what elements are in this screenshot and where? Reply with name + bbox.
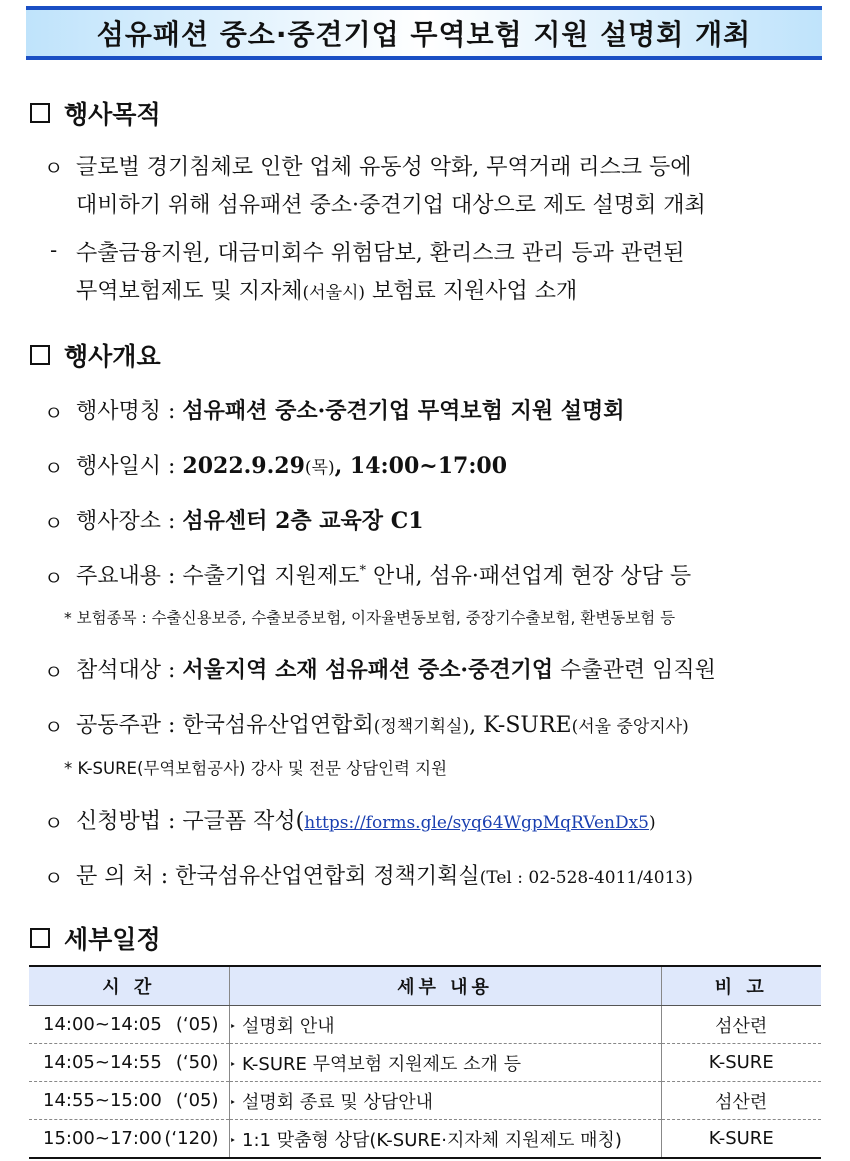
note-cell: K-SURE — [661, 1120, 821, 1159]
time-cell: 15:00~17:00 (‘120) — [29, 1120, 229, 1159]
column-header-content: 세부 내용 — [229, 966, 661, 1006]
section-title: 세부일정 — [64, 925, 161, 954]
overview-contact: 문 의 처 : 한국섬유산업연합회 정책기획실(Tel : 02-528-4011/4013) — [76, 864, 693, 889]
circle-bullet-icon: ㅇ — [44, 866, 64, 890]
note-cell: K-SURE — [661, 1044, 821, 1082]
triangle-bullet-icon: ‣ — [229, 1020, 236, 1033]
time-cell: 14:55~15:00 (‘05) — [29, 1082, 229, 1120]
table-row — [29, 1006, 821, 1044]
table-header-row — [29, 966, 821, 1006]
insurance-types-note: * 보험종목 : 수출신용보증, 수출보증보험, 이자율변동보험, 중장기수출보험, 환변동보험 등 — [64, 609, 676, 627]
purpose-item-1-line-1: 글로벌 경기침체로 인한 업체 유동성 악화, 무역거래 리스크 등에 — [76, 155, 692, 180]
google-form-link[interactable]: https://forms.gle/syq64WgpMqRVenDx5 — [304, 813, 649, 833]
circle-bullet-icon: ㅇ — [44, 156, 64, 180]
content-cell: ‣ 1:1 맞춤형 상담(K-SURE·지자체 지원제도 매칭) — [229, 1120, 661, 1159]
circle-bullet-icon: ㅇ — [44, 511, 64, 535]
purpose-item-2-line-2: 무역보험제도 및 지자체(서울시) 보험료 지원사업 소개 — [76, 279, 578, 304]
content-cell: ‣ 설명회 종료 및 상담안내 — [229, 1082, 661, 1120]
overview-event-place: 행사장소 : 섬유센터 2층 교육장 C1 — [76, 508, 424, 534]
dash-bullet-icon: - — [50, 238, 58, 262]
content-cell: ‣ K-SURE 무역보험 지원제도 소개 등 — [229, 1044, 661, 1082]
section-title: 행사목적 — [64, 100, 161, 129]
triangle-bullet-icon: ‣ — [229, 1058, 236, 1071]
triangle-bullet-icon: ‣ — [229, 1096, 236, 1109]
overview-target: 참석대상 : 서울지역 소재 섬유패션 중소·중견기업 수출관련 임직원 — [76, 657, 716, 683]
checkbox-square-icon — [30, 103, 50, 123]
circle-bullet-icon: ㅇ — [44, 456, 64, 480]
section-heading-schedule — [30, 920, 161, 956]
table-row — [29, 1082, 821, 1120]
overview-event-name: 행사명칭 : 섬유패션 중소·중견기업 무역보험 지원 설명회 — [76, 398, 625, 424]
column-header-time: 시 간 — [29, 966, 229, 1006]
circle-bullet-icon: ㅇ — [44, 811, 64, 835]
note-cell: 섬산련 — [661, 1082, 821, 1120]
schedule-table — [29, 965, 821, 1159]
table-row — [29, 1120, 821, 1159]
section-heading-purpose — [30, 95, 161, 131]
time-cell: 14:05~14:55 (‘50) — [29, 1044, 229, 1082]
overview-main-content: 주요내용 : 수출기업 지원제도* 안내, 섬유·패션업계 현장 상담 등 — [76, 563, 692, 589]
overview-apply-method: 신청방법 : 구글폼 작성(https://forms.gle/syq64WgpMqRVenDx5) — [76, 809, 656, 834]
content-cell: ‣ 설명회 안내 — [229, 1006, 661, 1044]
table-row — [29, 1044, 821, 1082]
overview-hosts: 공동주관 : 한국섬유산업연합회(정책기획실), K-SURE(서울 중앙지사) — [76, 713, 689, 738]
circle-bullet-icon: ㅇ — [44, 660, 64, 684]
triangle-bullet-icon: ‣ — [229, 1134, 236, 1147]
circle-bullet-icon: ㅇ — [44, 566, 64, 590]
circle-bullet-icon: ㅇ — [44, 401, 64, 425]
overview-event-date: 행사일시 : 2022.9.29(목), 14:00~17:00 — [76, 453, 508, 479]
document-title: 섬유패션 중소·중견기업 무역보험 지원 설명회 개최 — [96, 18, 752, 51]
ksure-support-note: * K-SURE(무역보험공사) 강사 및 전문 상담인력 지원 — [64, 759, 448, 778]
note-cell: 섬산련 — [661, 1006, 821, 1044]
checkbox-square-icon — [30, 928, 50, 948]
column-header-note: 비 고 — [661, 966, 821, 1006]
circle-bullet-icon: ㅇ — [44, 715, 64, 739]
document-title-banner — [26, 6, 822, 60]
time-cell: 14:00~14:05 (‘05) — [29, 1006, 229, 1044]
section-title: 행사개요 — [64, 342, 161, 371]
purpose-item-2-line-1: 수출금융지원, 대금미회수 위험담보, 환리스크 관리 등과 관련된 — [76, 241, 685, 266]
section-heading-overview — [30, 337, 161, 373]
purpose-item-1-line-2: 대비하기 위해 섬유패션 중소·중견기업 대상으로 제도 설명회 개최 — [76, 193, 706, 218]
checkbox-square-icon — [30, 345, 50, 365]
